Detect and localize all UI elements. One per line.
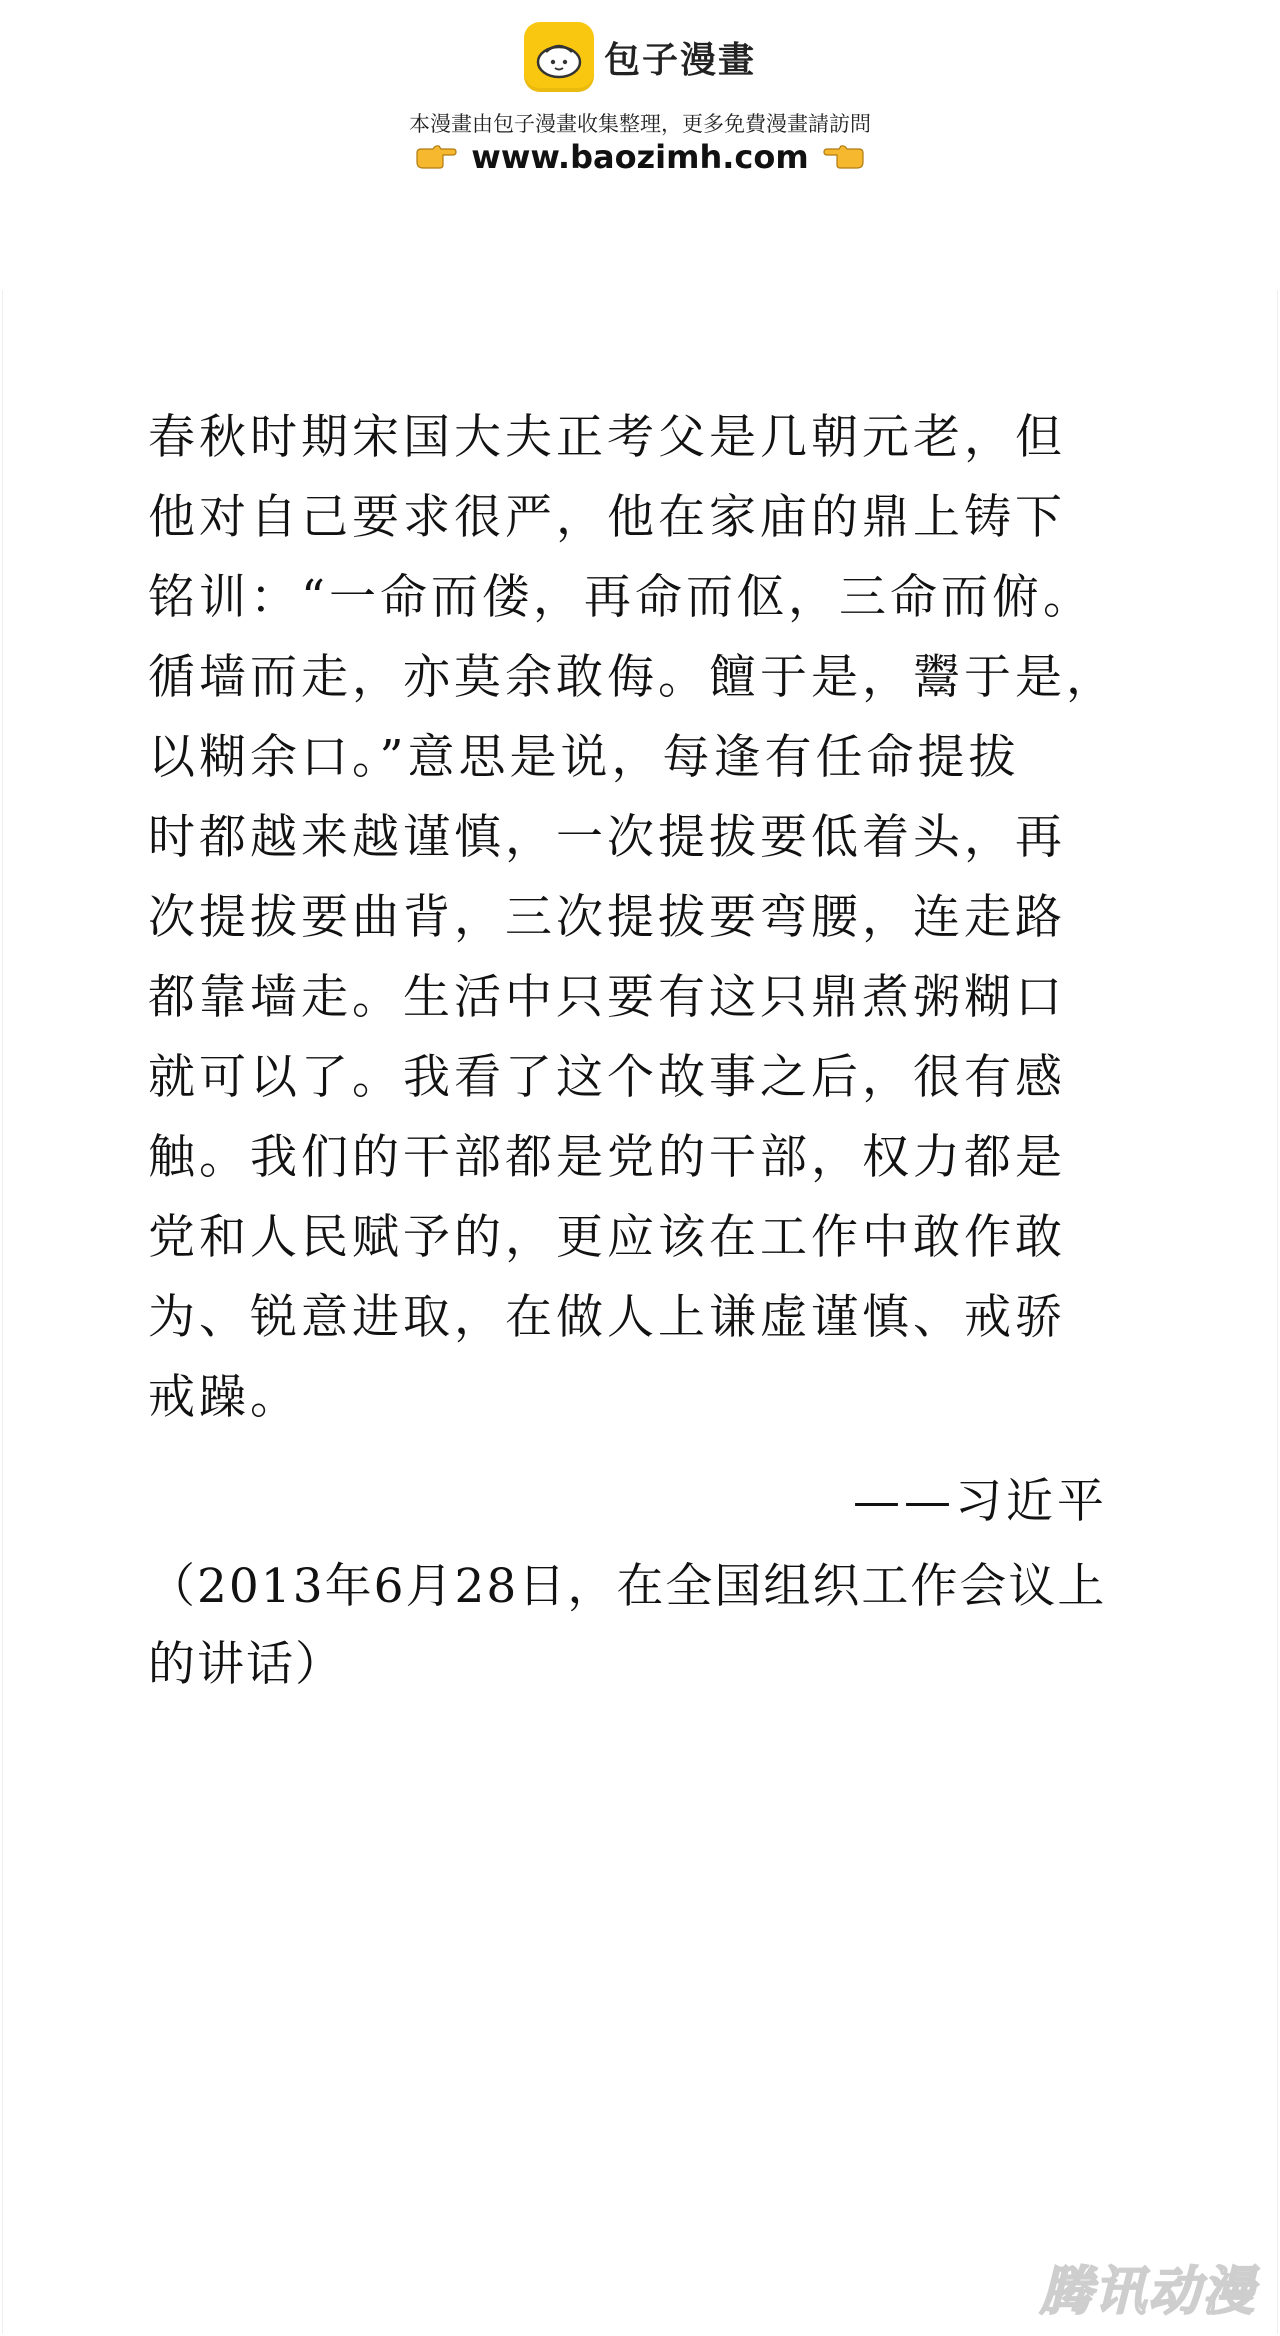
- quote-body: [148, 398, 1148, 1438]
- quote-line: 铭训：“一命而偻，再命而伛，三命而俯。: [148, 570, 1095, 625]
- brand-header[interactable]: [0, 22, 1280, 92]
- quote-line: 以糊余口。”意思是说，每逢有任命提拔: [148, 730, 1020, 785]
- quote-line: 戒躁。: [148, 1370, 301, 1425]
- quote-source: [148, 1548, 1188, 1704]
- quote-line: 为、锐意进取，在做人上谦虚谨慎、戒骄: [148, 1290, 1066, 1345]
- quote-line: 触。我们的干部都是党的干部，权力都是: [148, 1130, 1066, 1185]
- quote-line: 都靠墙走。生活中只要有这只鼎煮粥糊口: [148, 970, 1066, 1025]
- pointing-left-hand-icon: [823, 143, 867, 171]
- site-url-link[interactable]: www.baozimh.com: [471, 138, 809, 176]
- quote-line: 次提拔要曲背，三次提拔要弯腰，连走路: [148, 890, 1066, 945]
- quote-line: 春秋时期宋国大夫正考父是几朝元老，但: [148, 410, 1066, 465]
- source-line: 的讲话）: [148, 1637, 344, 1692]
- pointing-right-hand-icon: [413, 143, 457, 171]
- quote-line: 他对自己要求很严，他在家庙的鼎上铸下: [148, 490, 1066, 545]
- quote-line: 就可以了。我看了这个故事之后，很有感: [148, 1050, 1066, 1105]
- tencent-comics-watermark: 腾讯动漫: [1039, 2262, 1256, 2322]
- quote-line: 时都越来越谨慎，一次提拔要低着头，再: [148, 810, 1066, 865]
- quote-line: 党和人民赋予的，更应该在工作中敢作敢: [148, 1210, 1066, 1265]
- quote-author: ——习近平: [853, 1474, 1108, 1529]
- site-banner: [0, 0, 1280, 200]
- steamed-bun-icon: [524, 22, 594, 92]
- url-row: [0, 138, 1280, 176]
- source-line: （2013年6月28日，在全国组织工作会议上: [148, 1559, 1107, 1614]
- brand-name: 包子漫畫: [603, 39, 756, 81]
- collection-notice: 本漫畫由包子漫畫收集整理，更多免費漫畫請訪問: [409, 112, 871, 136]
- quote-line: 循墙而走，亦莫余敢侮。饘于是，鬻于是，: [148, 650, 1117, 705]
